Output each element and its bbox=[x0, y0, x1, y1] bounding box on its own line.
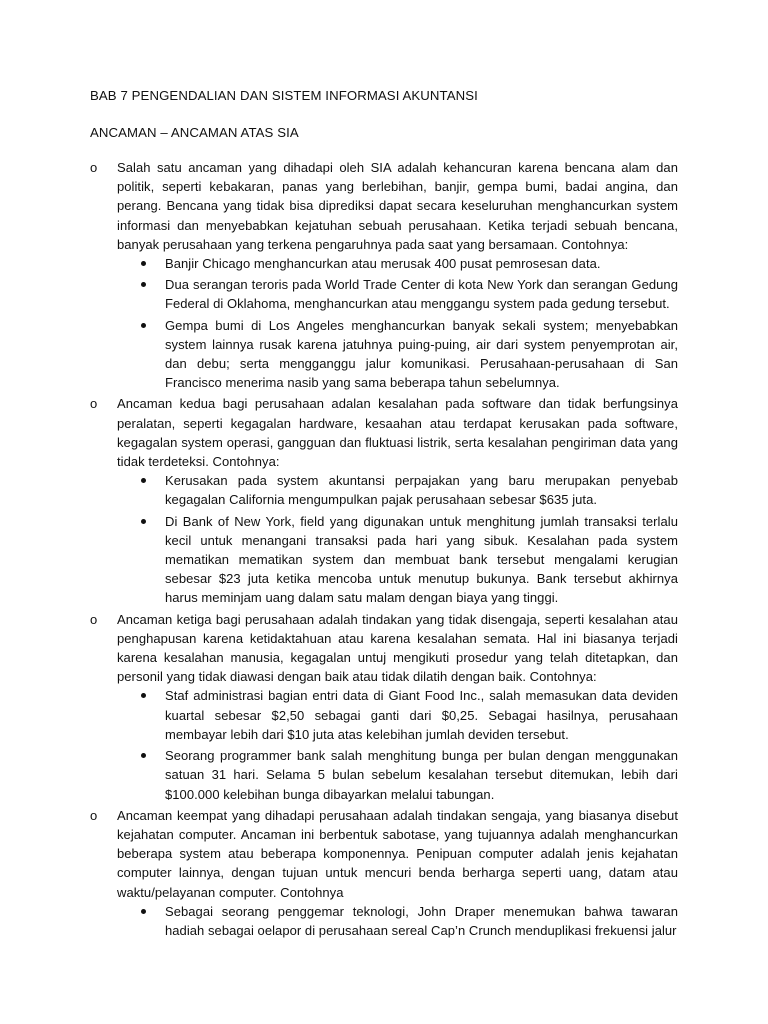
threat-paragraph: Ancaman keempat yang dihadapi perusahaan adalah tindakan sengaja, yang biasanya disebut kejahatan computer. Ancaman ini berbentuk sabotase, yang tujuannya adalah menghancurkan beberapa system atau beberapa komponennya. Penipuan computer adalah jenis kejahatan computer lainnya, dengan tujuan untuk mencuri benda berharga seperti uang, datam atau waktu/pelayanan computer. Contohnya bbox=[117, 807, 678, 900]
example-item bbox=[138, 686, 678, 744]
example-text: Banjir Chicago menghancurkan atau merusak 400 pusat pemrosesan data. bbox=[165, 256, 601, 272]
example-text: Di Bank of New York, field yang digunakan untuk menghitung jumlah transaksi terlalu kecil untuk menangani transaksi pada hari yang sibuk. Kesalahan pada system mematikan mematikan system dan membuat bank tersebut mengalami kerugian sebesar $23 juta ketika mencoba untuk menutup bukunya. Bank tersebut akhirnya harus meminjam uang dalam satu malam dengan biaya yang tinggi. bbox=[165, 513, 678, 606]
example-text: Gempa bumi di Los Angeles menghancurkan banyak sekali system; menyebabkan system lainnya rusak karena jatuhnya puing-puing, air dari system penyemprotan air, dan debu; serta mengganggu jalur komunikasi. Perusahaan-perusahaan di San Francisco menerima nasib yang sama beberapa tahun sebelumnya. bbox=[165, 317, 678, 391]
threat-item-3 bbox=[90, 610, 678, 804]
threat-paragraph: Ancaman kedua bagi perusahaan adalan kesalahan pada software dan tidak berfungsinya peralatan, seperti kegagalan hardware, kesaahan atau terdapat kerusakan pada software, kegagalan system operasi, gangguan dan fluktuasi listrik, serta kesalahan pengiriman data yang tidak terdeteksi. Contohnya: bbox=[117, 396, 678, 470]
document-title: BAB 7 PENGENDALIAN DAN SISTEM INFORMASI AKUNTANSI bbox=[90, 88, 478, 103]
example-text: Kerusakan pada system akuntansi perpajakan yang baru merupakan penyebab kegagalan California mengumpulkan pajak perusahaan sebesar $635 juta. bbox=[165, 473, 678, 508]
example-list bbox=[138, 902, 678, 940]
threat-item-4 bbox=[90, 806, 678, 940]
list-marker: o bbox=[90, 611, 98, 627]
example-item bbox=[138, 275, 678, 313]
threat-paragraph: Salah satu ancaman yang dihadapi oleh SIA adalah kehancuran karena bencana alam dan politik, seperti kebakaran, panas yang berlebihan, banjir, gempa bumi, badai angina, dan perang. Bencana yang tidak bisa diprediksi dapat secara keseluruhan menghancurkan system informasi dan menyebabkan kejatuhan sebuah perusahaan. Ketika terjadi sebuah bencana, banyak perusahaan yang terkena pengaruhnya pada saat yang bersamaan. Contohnya: bbox=[117, 160, 678, 252]
example-text: Sebagai seorang penggemar teknologi, John Draper menemukan bahwa tawaran hadiah sebagai oelapor di perusahaan sereal Cap’n Crunch menduplikasi frekuensi jalur bbox=[165, 903, 678, 938]
bullet-icon bbox=[141, 909, 146, 914]
example-list bbox=[138, 686, 678, 803]
bullet-icon bbox=[141, 282, 146, 287]
example-item bbox=[138, 254, 678, 273]
example-item bbox=[138, 512, 678, 608]
example-text: Dua serangan teroris pada World Trade Center di kota New York dan serangan Gedung Federal di Oklahoma, menghancurkan atau menggangu system pada gedung tersebut. bbox=[165, 277, 678, 312]
threat-item-2 bbox=[90, 394, 678, 607]
example-item bbox=[138, 746, 678, 804]
example-item bbox=[138, 471, 678, 509]
threat-paragraph: Ancaman ketiga bagi perusahaan adalah tindakan yang tidak disengaja, seperti kesalahan atau penghapusan karena ketidaktahuan atau karena kesalahan semata. Hal ini biasanya terjadi karena kesalahan manusia, kegagalan untuj mengikuti prosedur yang telah ditetapkan, dan personil yang tidak diawasi dengan baik atau tidak dilatih dengan baik. Contohnya: bbox=[117, 611, 678, 685]
bullet-icon bbox=[141, 261, 146, 266]
bullet-icon bbox=[141, 323, 146, 328]
section-heading: ANCAMAN – ANCAMAN ATAS SIA bbox=[90, 125, 299, 140]
threat-item-1 bbox=[90, 158, 678, 392]
bullet-icon bbox=[141, 693, 146, 698]
list-marker: o bbox=[90, 396, 98, 412]
example-item bbox=[138, 316, 678, 393]
bullet-icon bbox=[141, 478, 146, 483]
bullet-icon bbox=[141, 753, 146, 758]
example-text: Staf administrasi bagian entri data di Giant Food Inc., salah memasukan data deviden kuartal sebesar $2,50 sebagai ganti dari $0,25. Sebagai hasilnya, perusahaan membayar lebih dari $10 juta atas kelebihan jumlah deviden tersebut. bbox=[165, 688, 678, 742]
list-marker: o bbox=[90, 160, 98, 175]
example-item bbox=[138, 902, 678, 940]
list-marker: o bbox=[90, 807, 98, 823]
example-text: Seorang programmer bank salah menghitung bunga per bulan dengan menggunakan satuan 31 hari. Selama 5 bulan sebelum kesalahan tersebut ditemukan, lebih dari $100.000 kelebihan bunga dibayarkan melalui tabungan. bbox=[165, 748, 678, 802]
example-list bbox=[138, 254, 678, 392]
bullet-icon bbox=[141, 519, 146, 524]
example-list bbox=[138, 471, 678, 607]
